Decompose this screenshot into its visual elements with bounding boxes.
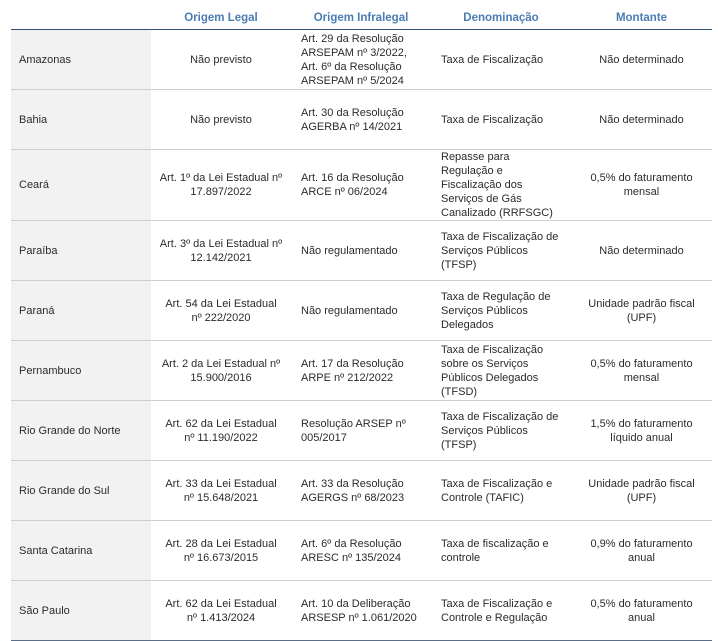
header-montante: Montante	[615, 11, 668, 24]
legal-origin-cell: Não previsto	[151, 90, 291, 150]
infralegal-origin-cell: Resolução ARSEP nº 005/2017	[291, 401, 431, 461]
header-origem-legal: Origem Legal	[184, 11, 258, 24]
table-row	[11, 401, 712, 461]
amount-cell: Não determinado	[571, 30, 712, 90]
state-cell: Bahia	[11, 90, 151, 150]
table-row	[11, 30, 712, 90]
table-row	[11, 90, 712, 150]
header-state	[11, 6, 151, 30]
denomination-cell: Taxa de Regulação de Serviços Públicos Delegados	[431, 281, 571, 341]
amount-cell: Unidade padrão fiscal (UPF)	[571, 461, 712, 521]
denomination-cell: Taxa de Fiscalização e Controle (TAFIC)	[431, 461, 571, 521]
table-row	[11, 521, 712, 581]
state-cell: Paraná	[11, 281, 151, 341]
infralegal-origin-cell: Art. 6º da Resolução ARESC nº 135/2024	[291, 521, 431, 581]
amount-cell: 0,9% do faturamento anual	[571, 521, 712, 581]
table-body	[11, 30, 712, 641]
denomination-cell: Taxa de Fiscalização de Serviços Públicos (TFSP)	[431, 401, 571, 461]
infralegal-origin-cell: Art. 17 da Resolução ARPE nº 212/2022	[291, 341, 431, 401]
denomination-cell: Taxa de Fiscalização	[431, 90, 571, 150]
denomination-cell: Taxa de Fiscalização sobre os Serviços Públicos Delegados (TFSD)	[431, 341, 571, 401]
table-row	[11, 581, 712, 641]
state-cell: Paraíba	[11, 221, 151, 281]
state-cell: São Paulo	[11, 581, 151, 641]
table-header	[11, 6, 712, 30]
table-row	[11, 461, 712, 521]
header-origem-infralegal: Origem Infralegal	[313, 11, 409, 24]
denomination-cell: Taxa de fiscalização e controle	[431, 521, 571, 581]
legal-origin-cell: Art. 3º da Lei Estadual nº 12.142/2021	[151, 221, 291, 281]
state-cell: Amazonas	[11, 30, 151, 90]
amount-cell: 0,5% do faturamento anual	[571, 581, 712, 641]
legal-origin-cell: Art. 62 da Lei Estadual nº 1.413/2024	[151, 581, 291, 641]
table-row	[11, 341, 712, 401]
amount-cell: Não determinado	[571, 221, 712, 281]
legal-origin-cell: Art. 2 da Lei Estadual nº 15.900/2016	[151, 341, 291, 401]
legal-origin-cell: Art. 28 da Lei Estadual nº 16.673/2015	[151, 521, 291, 581]
amount-cell: 1,5% do faturamento líquido anual	[571, 401, 712, 461]
infralegal-origin-cell: Art. 30 da Resolução AGERBA nº 14/2021	[291, 90, 431, 150]
infralegal-origin-cell: Art. 16 da Resolução ARCE nº 06/2024	[291, 150, 431, 221]
state-cell: Pernambuco	[11, 341, 151, 401]
denomination-cell: Taxa de Fiscalização de Serviços Públicos (TFSP)	[431, 221, 571, 281]
legal-origin-cell: Art. 1º da Lei Estadual nº 17.897/2022	[151, 150, 291, 221]
state-cell: Santa Catarina	[11, 521, 151, 581]
table-row	[11, 221, 712, 281]
infralegal-origin-cell: Não regulamentado	[291, 221, 431, 281]
state-cell: Rio Grande do Sul	[11, 461, 151, 521]
denomination-cell: Taxa de Fiscalização	[431, 30, 571, 90]
amount-cell: Não determinado	[571, 90, 712, 150]
amount-cell: 0,5% do faturamento mensal	[571, 341, 712, 401]
infralegal-origin-cell: Art. 29 da Resolução ARSEPAM nº 3/2022, Art. 6º da Resolução ARSEPAM nº 5/2024	[291, 30, 431, 90]
legal-origin-cell: Art. 33 da Lei Estadual nº 15.648/2021	[151, 461, 291, 521]
legal-origin-cell: Art. 62 da Lei Estadual nº 11.190/2022	[151, 401, 291, 461]
infralegal-origin-cell: Não regulamentado	[291, 281, 431, 341]
state-cell: Ceará	[11, 150, 151, 221]
infralegal-origin-cell: Art. 33 da Resolução AGERGS nº 68/2023	[291, 461, 431, 521]
denomination-cell: Repasse para Regulação e Fiscalização dos Serviços de Gás Canalizado (RRFSGC)	[431, 150, 571, 221]
legal-origin-cell: Não previsto	[151, 30, 291, 90]
table-row	[11, 281, 712, 341]
header-denominacao: Denominação	[463, 11, 539, 24]
denomination-cell: Taxa de Fiscalização e Controle e Regulação	[431, 581, 571, 641]
table-row	[11, 150, 712, 221]
infralegal-origin-cell: Art. 10 da Deliberação ARSESP nº 1.061/2020	[291, 581, 431, 641]
state-cell: Rio Grande do Norte	[11, 401, 151, 461]
legal-origin-cell: Art. 54 da Lei Estadual nº 222/2020	[151, 281, 291, 341]
fees-table	[11, 6, 712, 641]
amount-cell: 0,5% do faturamento mensal	[571, 150, 712, 221]
amount-cell: Unidade padrão fiscal (UPF)	[571, 281, 712, 341]
